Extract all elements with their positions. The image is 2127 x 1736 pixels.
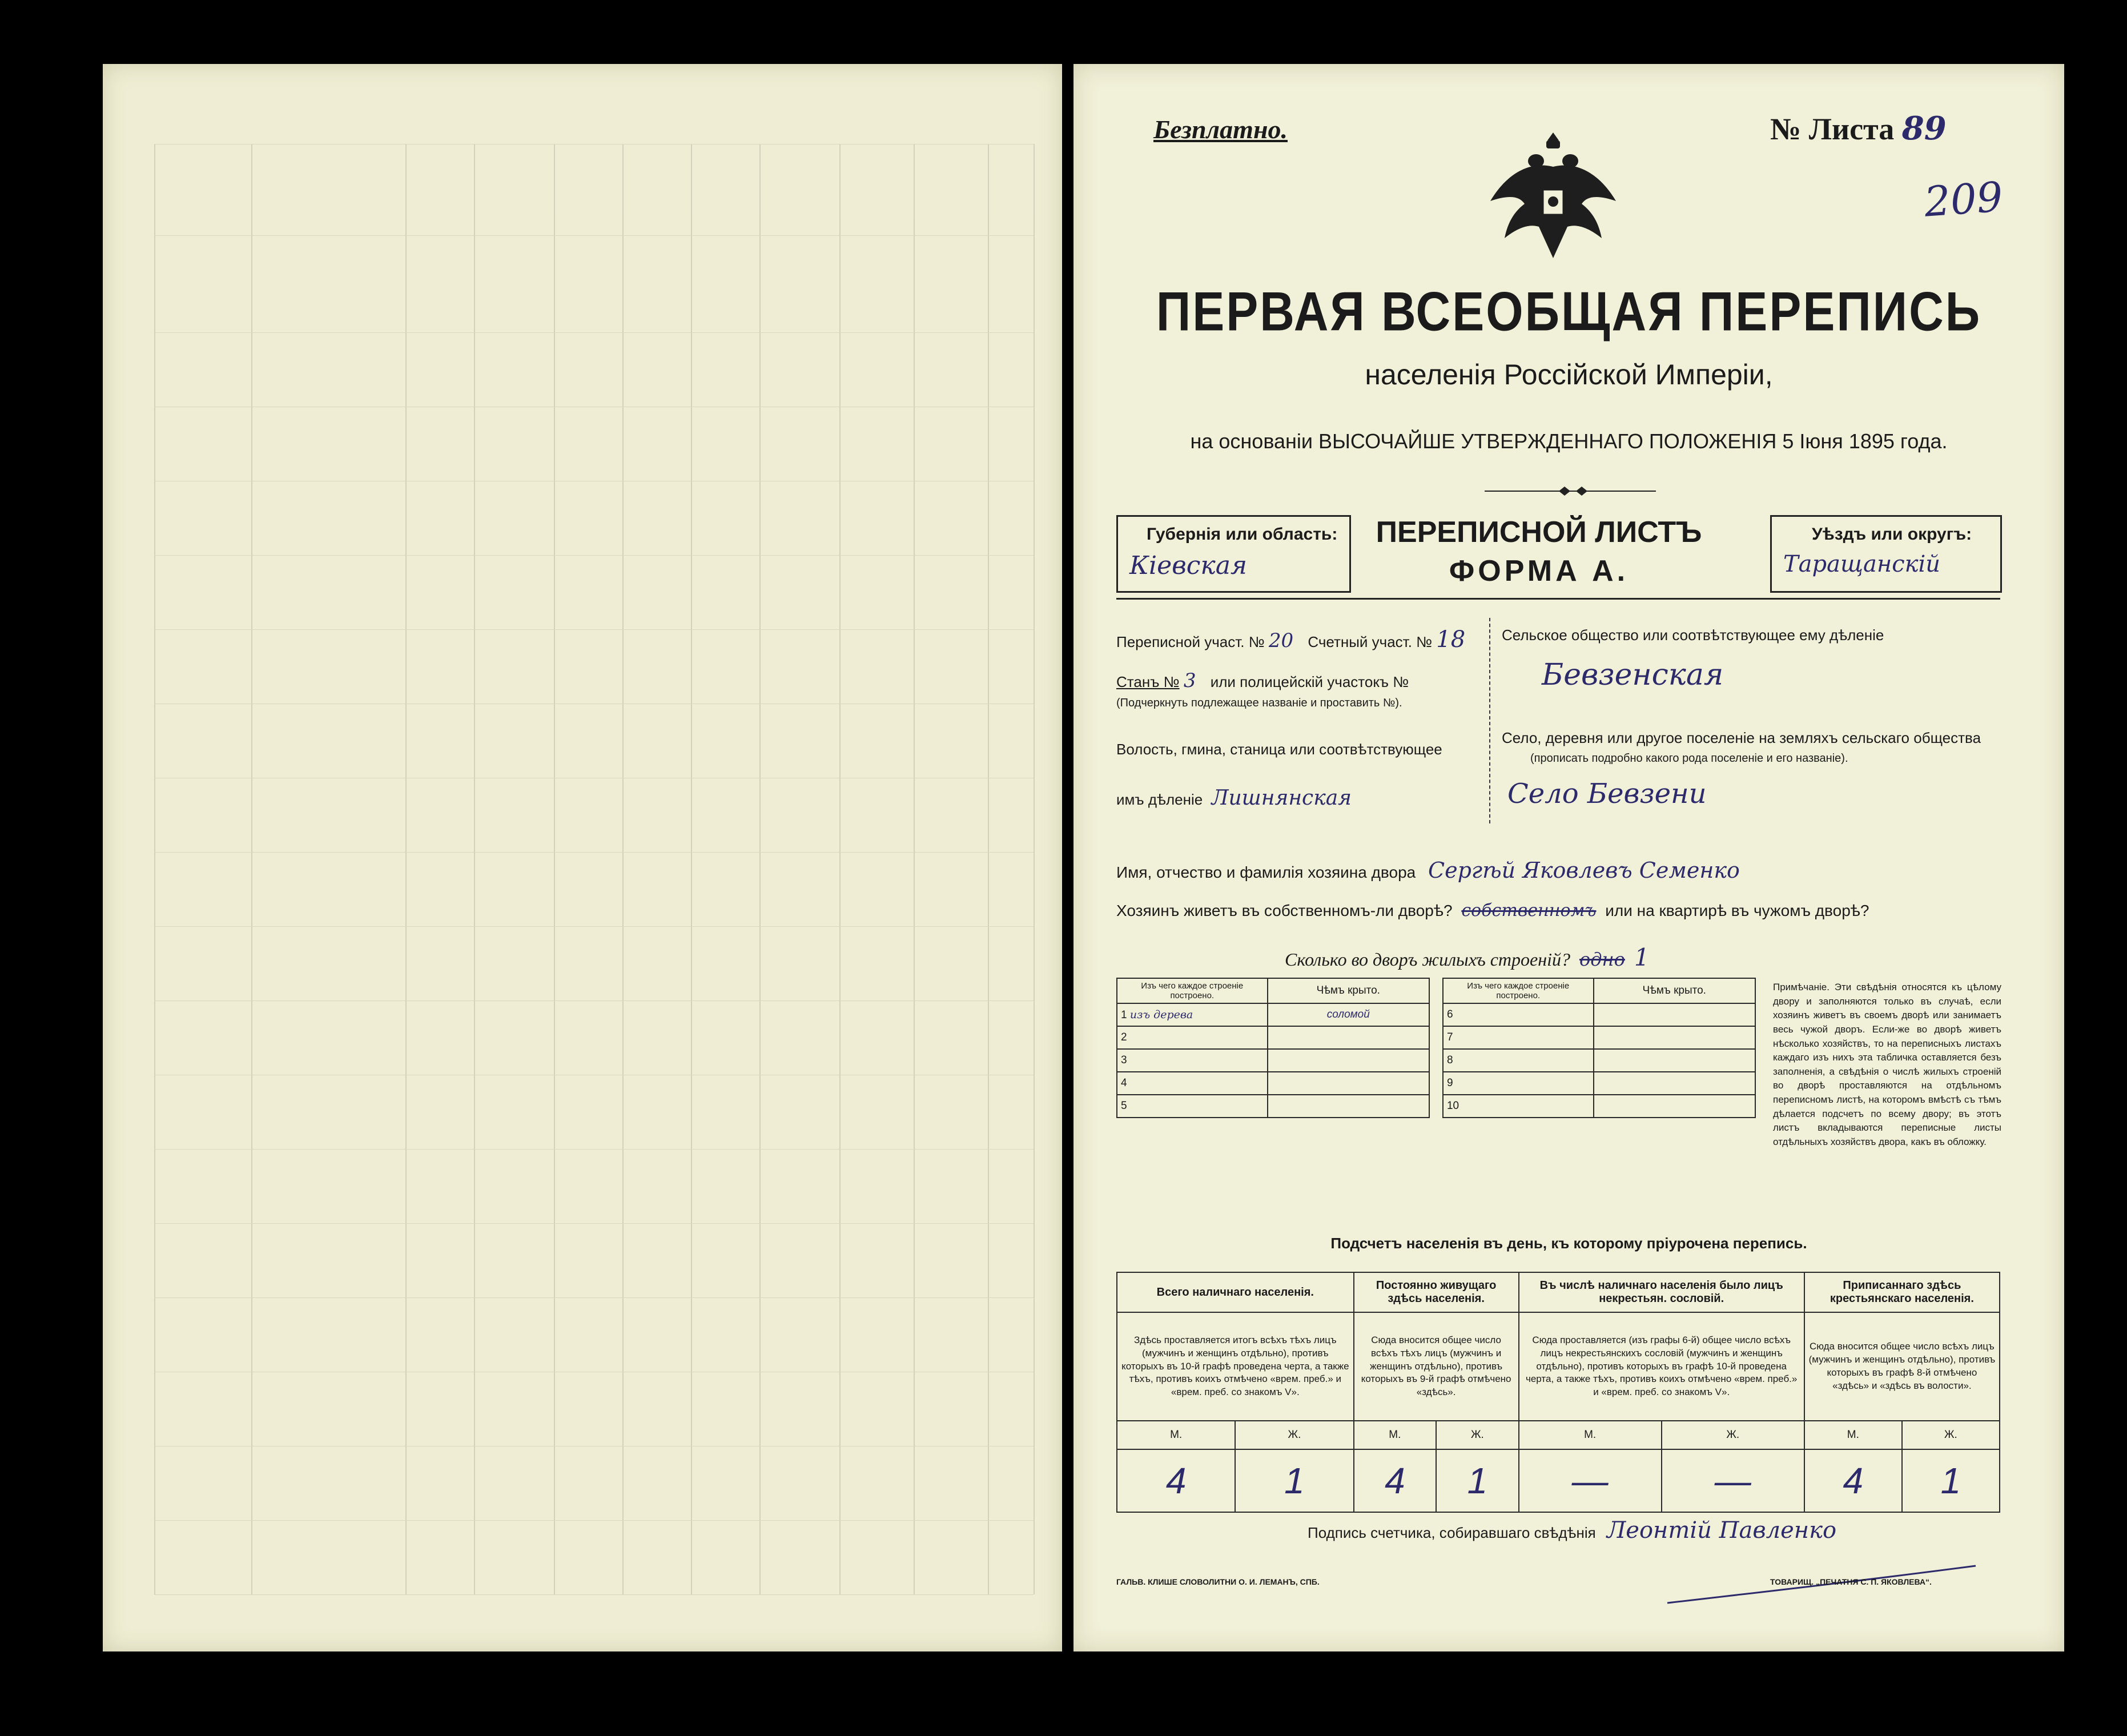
printer-right: ТОВАРИЩ. „ПЕЧАТНЯ С. П. ЯКОВЛЕВА“.	[1770, 1577, 1932, 1586]
header-rule	[1116, 598, 2000, 600]
m-label: М.	[1804, 1421, 1902, 1449]
form-title: ПЕРЕПИСНОЙ ЛИСТЪ	[1376, 516, 1702, 549]
decree-basis: на основаніи ВЫСОЧАЙШЕ УТВЕРЖДЕННАГО ПОЛОЖЕНІЯ 5 Іюня 1895 года.	[1190, 429, 1948, 453]
f-label: Ж.	[1662, 1421, 1804, 1449]
society-label: Сельское общество или соотвѣтствующее ему дѣленіе	[1502, 626, 1884, 644]
m-label: М.	[1354, 1421, 1437, 1449]
stan-value: 3	[1183, 669, 1196, 692]
count-col-3-desc: Сюда проставляется (изъ графы 6-й) общее число всѣхъ лицъ некрестьянскихъ сословій (мужчинъ и женщинъ отдѣльно), противъ которыхъ въ графѣ 10-й проведена черта, а также тѣхъ, противъ коихъ отмѣчено «врем. преб.» и «врем. преб. со знакомъ V».	[1519, 1312, 1804, 1421]
volost-value: Лишнянская	[1211, 786, 1352, 810]
society-value: Бевзенская	[1542, 658, 1724, 692]
f-label: Ж.	[1235, 1421, 1353, 1449]
signature-value: Леонтiй Павленко	[1606, 1517, 1837, 1544]
col-roof-right: Чѣмъ крыто.	[1594, 978, 1755, 1003]
free-label: Безплатно.	[1153, 115, 1288, 144]
count-2-male: 4	[1354, 1449, 1437, 1512]
table-row: 5 10	[1117, 1095, 1755, 1118]
buildings-row	[1285, 943, 1650, 971]
uezd-label: Уѣздъ или округъ:	[1812, 525, 1972, 544]
count-col-1-desc: Здѣсь проставляется итогъ всѣхъ тѣхъ лицъ (мужчинъ и женщинъ отдѣльно), противъ которыхъ въ 10-й графѣ проведена черта, а также тѣхъ, противъ коихъ отмѣчено «врем. преб.» и «врем. преб. со знакомъ V».	[1117, 1312, 1354, 1421]
m-label: М.	[1117, 1421, 1235, 1449]
lives-value: собственномъ	[1461, 901, 1597, 921]
count-4-female: 1	[1902, 1449, 2000, 1512]
sheet-no-label: № Листа	[1770, 112, 1895, 146]
f-label: Ж.	[1436, 1421, 1519, 1449]
buildings-value: 1	[1634, 943, 1650, 971]
count-1-female: 1	[1235, 1449, 1353, 1512]
population-count-table	[1116, 1272, 2000, 1513]
col-roof-left: Чѣмъ крыто.	[1268, 978, 1429, 1003]
selo-label: Село, деревня или другое поселеніе на земляхъ сельскаго общества	[1502, 729, 1981, 746]
owner-label: Имя, отчество и фамилія хозяина двора	[1116, 863, 1416, 881]
count-col-2-head: Постоянно живущаго здѣсь населенія.	[1354, 1272, 1519, 1312]
stan-row	[1116, 669, 1409, 692]
buildings-value-struck: одно	[1579, 949, 1625, 970]
count-3-female: —	[1662, 1449, 1804, 1512]
buildings-table	[1116, 978, 1756, 1118]
signature-row	[1308, 1517, 1836, 1544]
uezd-box	[1770, 515, 2002, 593]
field-divider	[1489, 618, 1490, 823]
table-row: 2 7	[1117, 1026, 1755, 1049]
document-subtitle: населенія Россійской Имперіи,	[1365, 359, 1773, 391]
gubernia-label: Губернія или область:	[1147, 525, 1338, 544]
count-col-2-desc: Сюда вносится общее число всѣхъ тѣхъ лицъ (мужчинъ и женщинъ отдѣльно), противъ которыхъ въ 9-й графѣ отмѣчено «здѣсь».	[1354, 1312, 1519, 1421]
imperial-eagle-emblem	[1485, 127, 1622, 270]
m-label: М.	[1519, 1421, 1662, 1449]
volost-row	[1116, 786, 1352, 810]
owner-row	[1116, 858, 1740, 883]
count-title: Подсчетъ населенія въ день, къ которому пріурочена перепись.	[1330, 1235, 1807, 1252]
lives-row	[1116, 901, 1869, 921]
lives-label-2: или на квартирѣ въ чужомъ дворѣ?	[1605, 902, 1869, 919]
count-1-male: 4	[1117, 1449, 1235, 1512]
count-2-female: 1	[1436, 1449, 1519, 1512]
sheet-number	[1770, 110, 1947, 147]
schetny-value: 18	[1436, 626, 1466, 653]
count-4-male: 4	[1804, 1449, 1902, 1512]
selo-value: Село Бевзени	[1507, 778, 1707, 810]
ornament-divider	[1485, 485, 1656, 497]
lives-label: Хозяинъ живетъ въ собственномъ-ли дворѣ?	[1116, 902, 1453, 919]
printer-left: ГАЛЬВ. КЛИШЕ СЛОВОЛИТНИ О. И. ЛЕМАНЪ, СПБ.	[1116, 1577, 1320, 1586]
perepisnoy-label: Переписной участ. №	[1116, 633, 1265, 650]
table-row: 4 9	[1117, 1072, 1755, 1095]
buildings-label: Сколько во дворъ жилыхъ строеній?	[1285, 949, 1570, 970]
volost-label: Волость, гмина, станица или соотвѣтствующее	[1116, 741, 1442, 758]
col-material-right: Изъ чего каждое строеніе построено.	[1443, 978, 1594, 1003]
buildings-note: Примѣчаніе. Эти свѣдѣнія относятся къ цѣлому двору и заполняются только въ случаѣ, если хозяинъ живетъ въ своемъ дворѣ или занимаетъ весь чужой дворъ. Если-же во дворѣ живетъ нѣсколько хозяйствъ, то на переписныхъ листахъ каждаго изъ нихъ эта табличка оставляется безъ заполненія, а свѣдѣнія о числѣ жилыхъ строеній во дворѣ проставляются на отдѣльномъ переписномъ листѣ, на которомъ вмѣстѣ съ тѣмъ дѣлается подсчетъ по всему двору; въ этотъ листъ вкладываются переписные листы отдѣльныхъ хозяйствъ двора, какъ въ обложку.	[1773, 982, 2001, 1148]
selo-note: (прописать подробно какого рода поселеніе и его названіе).	[1530, 752, 1848, 765]
ghost-grid	[154, 144, 1034, 1594]
count-col-4-desc: Сюда вносится общее число всѣхъ лицъ (мужчинъ и женщинъ отдѣльно), противъ которыхъ въ графѣ 8-й отмѣчено «здѣсь» и «здѣсь въ волости».	[1804, 1312, 2000, 1421]
document-title: ПЕРВАЯ ВСЕОБЩАЯ ПЕРЕПИСЬ	[1156, 280, 1982, 342]
count-col-4-head: Приписаннаго здѣсь крестьянскаго населенія.	[1804, 1272, 2000, 1312]
count-col-3-head: Въ числѣ наличнаго населенія было лицъ некрестьян. сословій.	[1519, 1272, 1804, 1312]
table-row: 3 8	[1117, 1049, 1755, 1072]
count-3-male: —	[1519, 1449, 1662, 1512]
stan-label: Станъ №	[1116, 673, 1180, 690]
perepisnoy-row	[1116, 626, 1465, 653]
census-form-page	[1073, 64, 2064, 1651]
police-label: или полицейскій участокъ №	[1210, 673, 1409, 690]
stamp-number: 209	[1923, 172, 2005, 226]
owner-value: Сергѣй Яковлевъ Семенко	[1428, 858, 1740, 883]
table-row: 1 изъ дерева соломой 6	[1117, 1003, 1755, 1026]
left-page	[103, 64, 1062, 1651]
schetny-label: Счетный участ. №	[1308, 633, 1433, 650]
uezd-value: Таращанскiй	[1783, 551, 1941, 577]
form-subtitle: ФОРМА А.	[1449, 554, 1629, 588]
signature-label: Подпись счетчика, собиравшаго свѣдѣнія	[1308, 1524, 1596, 1541]
sheet-no-value: 89	[1901, 110, 1947, 147]
count-col-1-head: Всего наличнаго населенія.	[1117, 1272, 1354, 1312]
col-material-left: Изъ чего каждое строеніе построено.	[1117, 978, 1268, 1003]
gubernia-value: Кiевская	[1129, 551, 1248, 580]
f-label: Ж.	[1902, 1421, 2000, 1449]
perepisnoy-value: 20	[1268, 629, 1294, 652]
volost-label-2: имъ дѣленіе	[1116, 791, 1203, 808]
gubernia-box	[1116, 515, 1351, 593]
stan-note: (Подчеркнуть подлежащее названіе и проставить №).	[1116, 697, 1402, 709]
